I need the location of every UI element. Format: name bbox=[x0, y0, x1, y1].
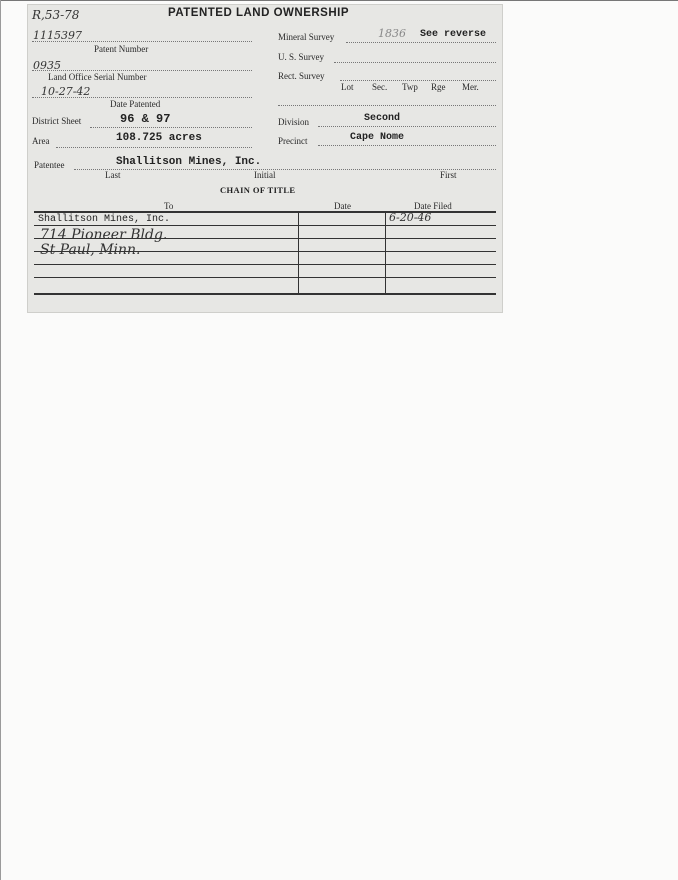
serial-number-label: Land Office Serial Number bbox=[48, 72, 147, 82]
district-sheet-value: 96 & 97 bbox=[120, 112, 171, 126]
page-edge-left bbox=[0, 0, 1, 880]
table-rule-5 bbox=[34, 277, 496, 278]
rect-col-twp: Twp bbox=[402, 82, 418, 92]
column-date: Date bbox=[334, 201, 351, 211]
patentee-label: Patentee bbox=[34, 160, 65, 170]
patentee-last: Last bbox=[105, 170, 121, 180]
patentee-initial: Initial bbox=[254, 170, 276, 180]
blank-right-line bbox=[278, 105, 496, 106]
patent-number-value: 1115397 bbox=[33, 29, 82, 42]
patentee-line bbox=[74, 169, 496, 170]
rect-col-lot: Lot bbox=[341, 82, 354, 92]
precinct-label: Precinct bbox=[278, 136, 308, 146]
area-label: Area bbox=[32, 136, 50, 146]
column-date-filed: Date Filed bbox=[414, 201, 452, 211]
mineral-survey-value: See reverse bbox=[420, 29, 487, 40]
table-row-1-date-filed: 6-20-46 bbox=[389, 211, 432, 224]
patent-number-label: Patent Number bbox=[94, 44, 149, 54]
patentee-value: Shallitson Mines, Inc. bbox=[116, 156, 262, 168]
area-line bbox=[56, 147, 252, 148]
table-rule-1 bbox=[34, 225, 496, 226]
date-patented-line bbox=[32, 97, 252, 98]
us-survey-line bbox=[334, 62, 496, 63]
ownership-card bbox=[27, 4, 503, 313]
rect-survey-line bbox=[340, 80, 496, 81]
district-sheet-label: District Sheet bbox=[32, 116, 82, 126]
date-patented-label: Date Patented bbox=[110, 99, 161, 109]
patent-number-line bbox=[32, 41, 252, 42]
mineral-survey-line bbox=[346, 42, 496, 43]
card-title: PATENTED LAND OWNERSHIP bbox=[168, 7, 350, 19]
division-label: Division bbox=[278, 117, 310, 127]
us-survey-label: U. S. Survey bbox=[278, 52, 325, 62]
precinct-line bbox=[318, 145, 496, 146]
table-row-1-to: Shallitson Mines, Inc. bbox=[38, 214, 171, 225]
table-row-3-to: St Paul, Minn. bbox=[40, 242, 141, 258]
column-to: To bbox=[164, 201, 174, 211]
rect-col-rge: Rge bbox=[431, 82, 446, 92]
mineral-survey-label: Mineral Survey bbox=[278, 32, 335, 42]
chain-of-title-heading: CHAIN OF TITLE bbox=[220, 185, 296, 195]
serial-number-line bbox=[32, 70, 252, 71]
rect-col-sec: Sec. bbox=[372, 82, 388, 92]
rect-col-mer: Mer. bbox=[462, 82, 479, 92]
table-bottom-rule bbox=[34, 293, 496, 295]
table-row-2-to: 714 Pioneer Bldg. bbox=[40, 227, 168, 243]
page-edge-top bbox=[0, 0, 678, 1]
division-value: Second bbox=[364, 113, 401, 124]
mineral-survey-number: 1836 bbox=[378, 27, 406, 40]
division-line bbox=[318, 126, 496, 127]
serial-number-value: 0935 bbox=[33, 59, 61, 72]
table-rule-4 bbox=[34, 264, 496, 265]
precinct-value: Cape Nome bbox=[350, 132, 405, 143]
district-sheet-line bbox=[90, 127, 252, 128]
patentee-first: First bbox=[440, 170, 457, 180]
corner-reference: R,53-78 bbox=[32, 8, 80, 22]
date-patented-value: 10-27-42 bbox=[41, 85, 91, 98]
area-value: 108.725 acres bbox=[116, 132, 202, 144]
rect-survey-label: Rect. Survey bbox=[278, 71, 325, 81]
